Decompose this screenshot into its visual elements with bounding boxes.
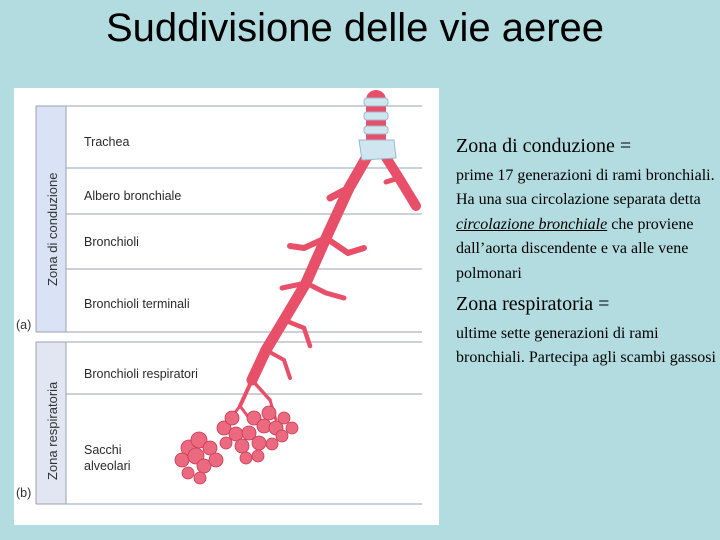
alveolar-sacs <box>175 406 298 484</box>
respiratory-body: ultime sette generazioni di rami bronchiali. Partecipa agli scambi gassosi <box>456 325 716 367</box>
conduction-body-em: circolazione bronchiale <box>456 215 608 233</box>
conduction-body <box>456 164 718 286</box>
conduction-heading: Zona di conduzione = <box>456 135 632 157</box>
zone-b-label: Zona respiratoria <box>45 381 60 480</box>
row-albero-bronchiale: Albero bronchiale <box>84 189 182 203</box>
airway-figure <box>14 88 439 525</box>
row-bronchioli-respiratori: Bronchioli respiratori <box>84 367 198 381</box>
slide-title: Suddivisione delle vie aeree <box>105 6 605 50</box>
zone-a-label: Zona di conduzione <box>45 172 60 286</box>
row-trachea: Trachea <box>84 135 130 149</box>
conduction-body-1: prime 17 generazioni di rami bronchiali. Ha una sua circolazione separata detta <box>456 167 715 209</box>
row-sacchi-line1: Sacchi alveolari <box>84 443 131 473</box>
airway-diagram <box>14 88 439 525</box>
row-sacchi-alveolari <box>84 442 144 474</box>
row-bronchioli-terminali: Bronchioli terminali <box>84 297 190 311</box>
row-bronchioli: Bronchioli <box>84 235 139 249</box>
conduction-body-2: che proviene dall’aorta discendente e va alle vene polmonari <box>456 215 694 282</box>
panel-a-tag: (a) <box>16 318 32 332</box>
text-panel <box>456 132 718 371</box>
respiratory-heading: Zona respiratoria = <box>456 293 610 316</box>
panel-b-tag: (b) <box>16 486 32 500</box>
